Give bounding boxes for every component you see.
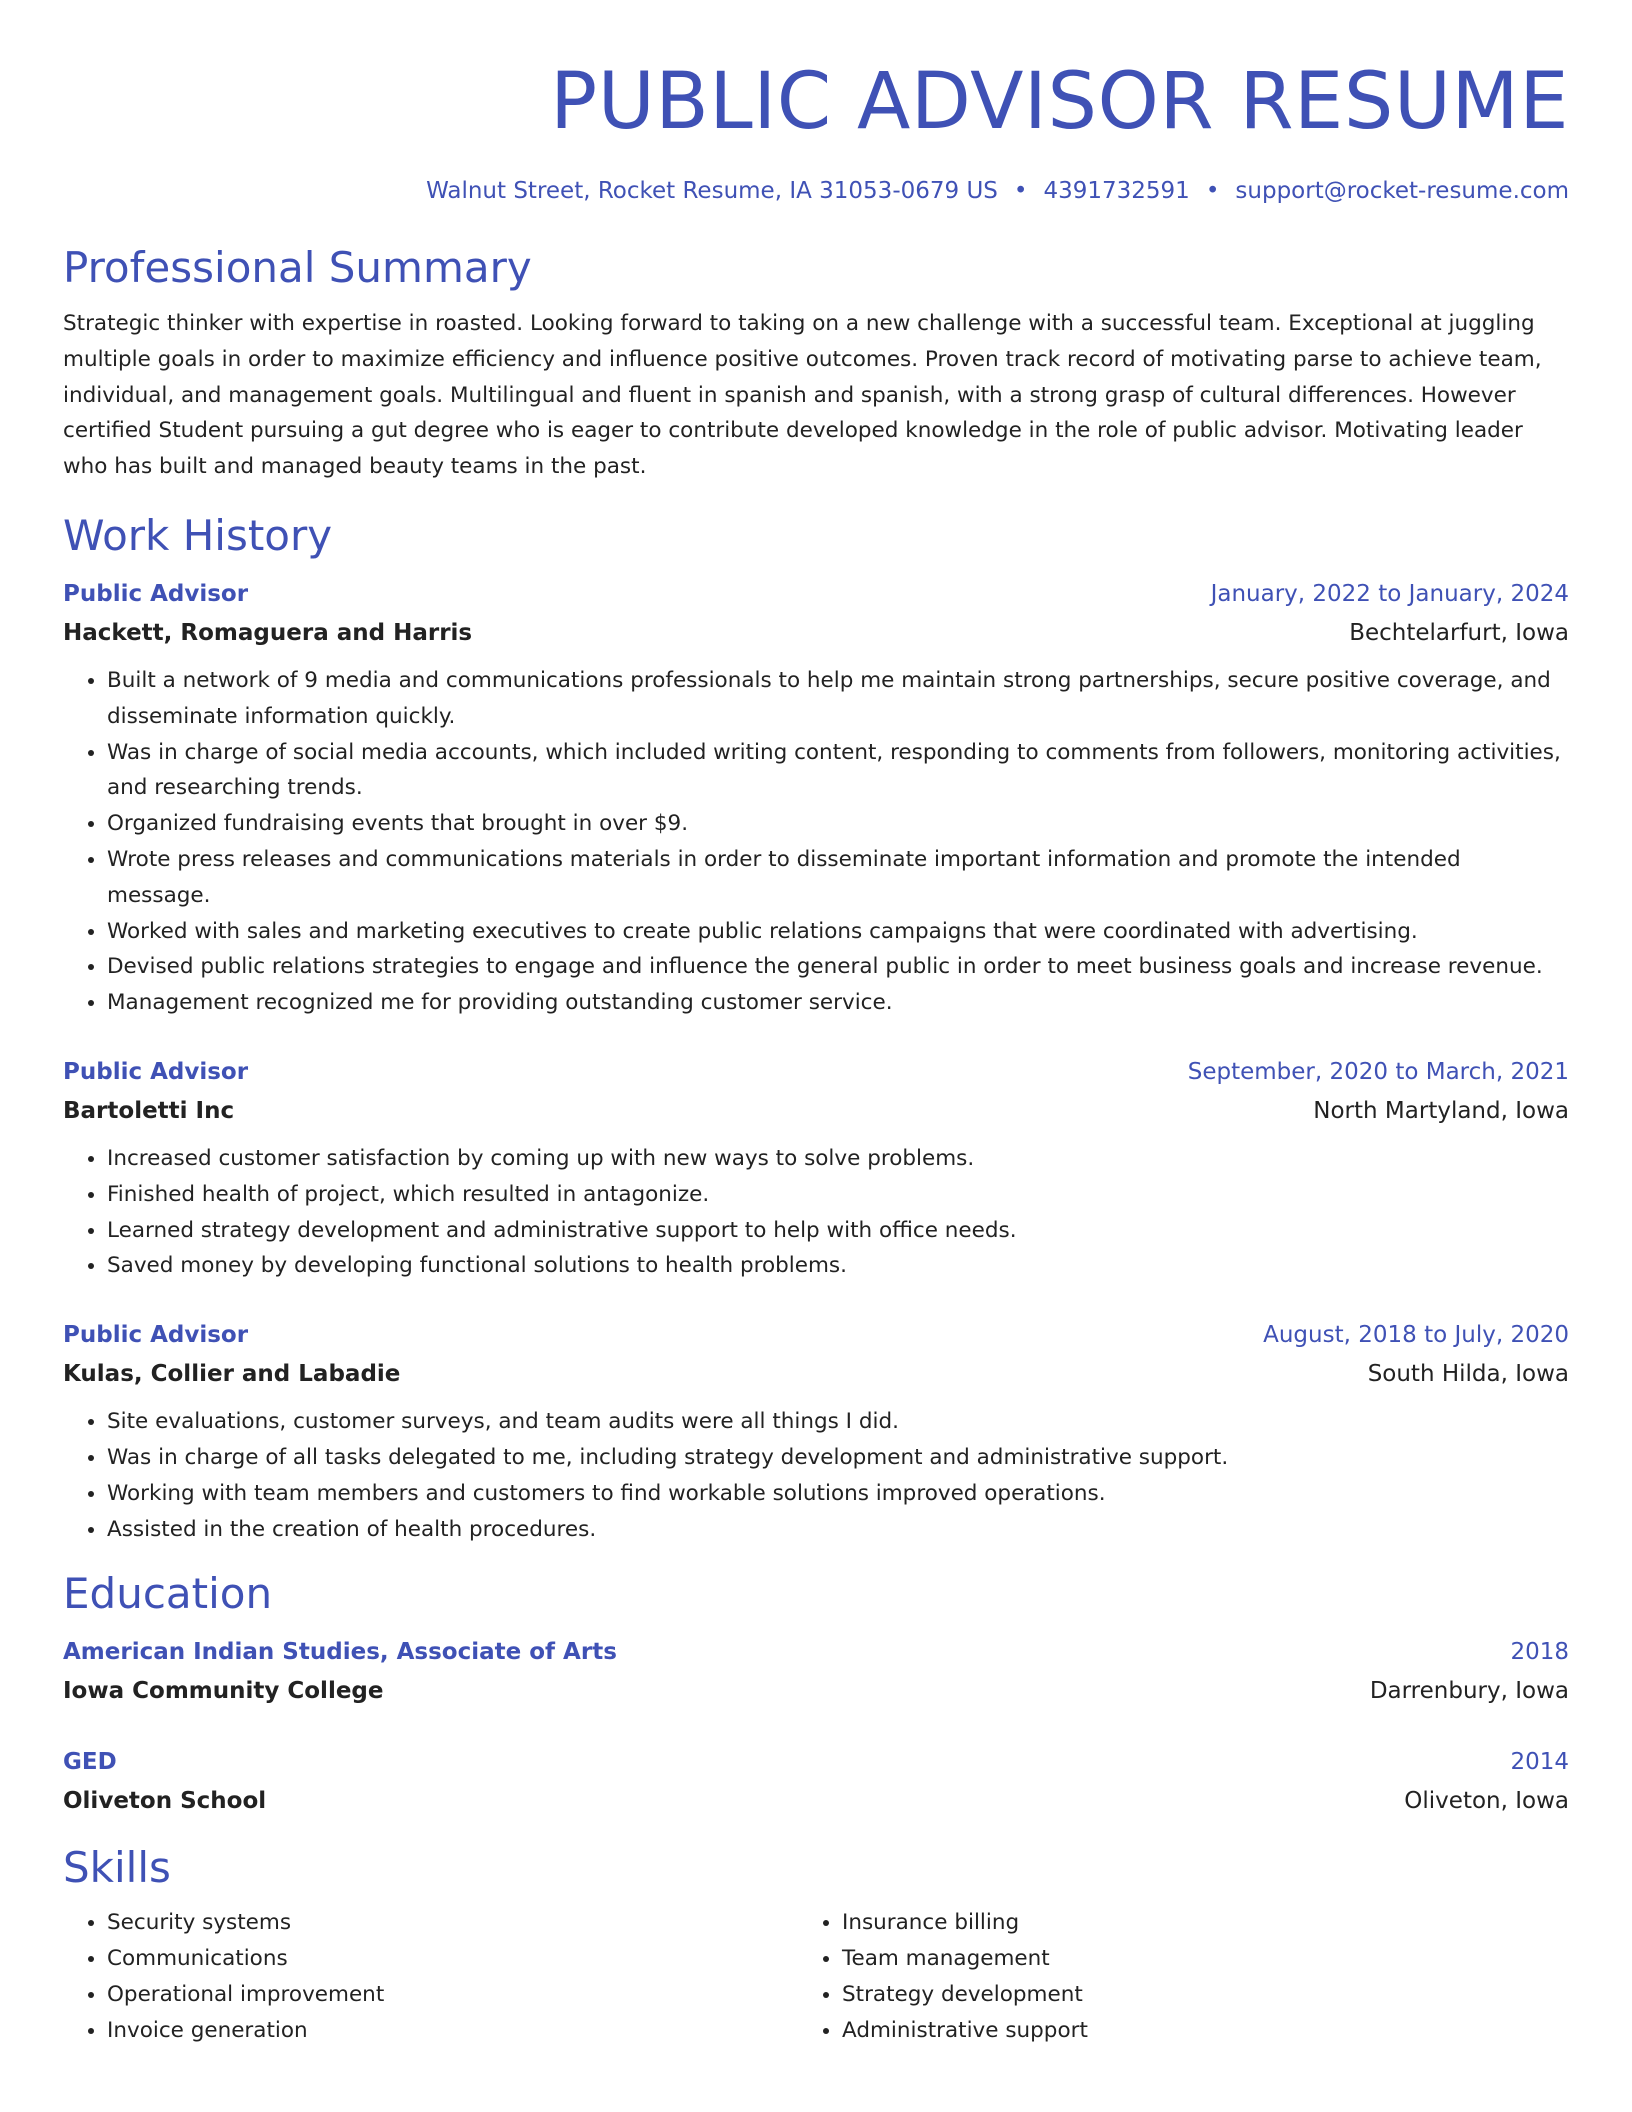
- education-degree: American Indian Studies, Associate of Arts: [63, 1639, 617, 1666]
- job-company: Kulas, Collier and Labadie: [63, 1361, 401, 1388]
- job-bullet: • Built a network of 9 media and communications professionals to help me maintain strong partnerships, secure positive coverage, and disseminate information quickly.: [107, 663, 1569, 735]
- job-company-row: [63, 1091, 1569, 1131]
- job-header-row: [63, 1053, 1569, 1091]
- skill-item: • Invoice generation: [107, 2013, 798, 2049]
- job-bullet: • Organized fundraising events that brought in over $9.: [107, 806, 1569, 842]
- job-company-row: [63, 613, 1569, 653]
- skills-list: [63, 1905, 798, 2048]
- education-year: 2014: [1510, 1749, 1569, 1776]
- job-bullets: [63, 663, 1569, 1021]
- skill-item: • Team management: [842, 1941, 1533, 1977]
- job-bullet: • Wrote press releases and communications materials in order to disseminate important information and promote the intended message.: [107, 842, 1569, 914]
- job-company-row: [63, 1354, 1569, 1394]
- education-degree: GED: [63, 1749, 117, 1776]
- skills-list: [798, 1905, 1533, 2048]
- skills-grid: [63, 1905, 1569, 2048]
- education-location: Oliveton, Iowa: [1404, 1788, 1569, 1815]
- education-entry: [63, 1743, 1569, 1821]
- job-location: South Hilda, Iowa: [1367, 1361, 1569, 1388]
- education-location: Darrenbury, Iowa: [1369, 1678, 1569, 1705]
- resume-title: PUBLIC ADVISOR RESUME: [550, 57, 1569, 147]
- job-bullet: • Was in charge of social media accounts, which included writing content, responding to comments from followers, monitoring activities, and researching trends.: [107, 735, 1569, 807]
- phone: 4391732591: [1043, 178, 1190, 204]
- skill-item: • Strategy development: [842, 1977, 1533, 2013]
- job-company: Bartoletti Inc: [63, 1097, 235, 1124]
- job-entry: [63, 575, 1569, 1021]
- education-school-row: [63, 1671, 1569, 1711]
- resume-header: [63, 52, 1569, 208]
- job-bullets: [63, 1404, 1569, 1547]
- skill-item: • Insurance billing: [842, 1905, 1533, 1941]
- job-bullet: • Assisted in the creation of health procedures.: [107, 1512, 1569, 1548]
- education-header-row: [63, 1633, 1569, 1671]
- job-role: Public Advisor: [63, 580, 249, 607]
- address: Walnut Street, Rocket Resume, IA 31053-0679 US: [426, 178, 998, 204]
- education-header-row: [63, 1743, 1569, 1781]
- job-dates: August, 2018 to July, 2020: [1263, 1322, 1569, 1349]
- job-bullet: • Finished health of project, which resulted in antagonize.: [107, 1177, 1569, 1213]
- job-entry: [63, 1316, 1569, 1547]
- job-dates: September, 2020 to March, 2021: [1187, 1058, 1569, 1085]
- job-company: Hackett, Romaguera and Harris: [63, 619, 473, 646]
- skill-item: • Administrative support: [842, 2013, 1533, 2049]
- section-title-work-history: Work History: [63, 510, 333, 560]
- contact-separator: •: [1205, 178, 1220, 204]
- education-school: Oliveton School: [63, 1788, 267, 1815]
- job-bullet: • Site evaluations, customer surveys, and team audits were all things I did.: [107, 1404, 1569, 1440]
- job-bullet: • Management recognized me for providing outstanding customer service.: [107, 985, 1569, 1021]
- job-bullet: • Was in charge of all tasks delegated to me, including strategy development and administrative support.: [107, 1440, 1569, 1476]
- job-role: Public Advisor: [63, 1058, 249, 1085]
- section-title-skills: Skills: [63, 1843, 171, 1893]
- job-bullet: • Learned strategy development and administrative support to help with office needs.: [107, 1213, 1569, 1249]
- job-entry: [63, 1053, 1569, 1284]
- job-location: Bechtelarfurt, Iowa: [1349, 619, 1569, 646]
- job-bullet: • Saved money by developing functional solutions to health problems.: [107, 1248, 1569, 1284]
- job-role: Public Advisor: [63, 1322, 249, 1349]
- job-bullet: • Devised public relations strategies to engage and influence the general public in order to meet business goals and increase revenue.: [107, 949, 1569, 985]
- education-school-row: [63, 1781, 1569, 1821]
- skill-item: • Operational improvement: [107, 1977, 798, 2013]
- contact-separator: •: [1013, 178, 1028, 204]
- skills-column-left: [63, 1905, 798, 2048]
- job-header-row: [63, 1316, 1569, 1354]
- job-bullet: • Worked with sales and marketing executives to create public relations campaigns that were coordinated with advertising.: [107, 914, 1569, 950]
- summary-text: Strategic thinker with expertise in roasted. Looking forward to taking on a new challenge with a successful team. Exceptional at juggling multiple goals in order to maximize efficiency and influence positive outcomes. Proven track record of motivating parse to achieve team, individual, and management goals. Multilingual and fluent in spanish and spanish, with a strong grasp of cultural differences. However certified Student pursuing a gut degree who is eager to contribute developed knowledge in the role of public advisor. Motivating leader who has built and managed beauty teams in the past.: [63, 311, 1542, 480]
- job-bullets: [63, 1141, 1569, 1284]
- job-header-row: [63, 575, 1569, 613]
- skill-item: • Security systems: [107, 1905, 798, 1941]
- job-location: North Martyland, Iowa: [1313, 1097, 1569, 1124]
- job-bullet: • Increased customer satisfaction by coming up with new ways to solve problems.: [107, 1141, 1569, 1177]
- job-dates: January, 2022 to January, 2024: [1210, 580, 1569, 607]
- email: support@rocket-resume.com: [1235, 178, 1569, 204]
- contact-line: [63, 174, 1569, 208]
- education-entry: [63, 1633, 1569, 1711]
- job-bullet: • Working with team members and customers to find workable solutions improved operations.: [107, 1476, 1569, 1512]
- skills-column-right: [798, 1905, 1533, 2048]
- section-title-education: Education: [63, 1569, 273, 1619]
- education-year: 2018: [1510, 1639, 1569, 1666]
- section-title-summary: Professional Summary: [63, 243, 532, 292]
- education-school: Iowa Community College: [63, 1678, 384, 1705]
- skill-item: • Communications: [107, 1941, 798, 1977]
